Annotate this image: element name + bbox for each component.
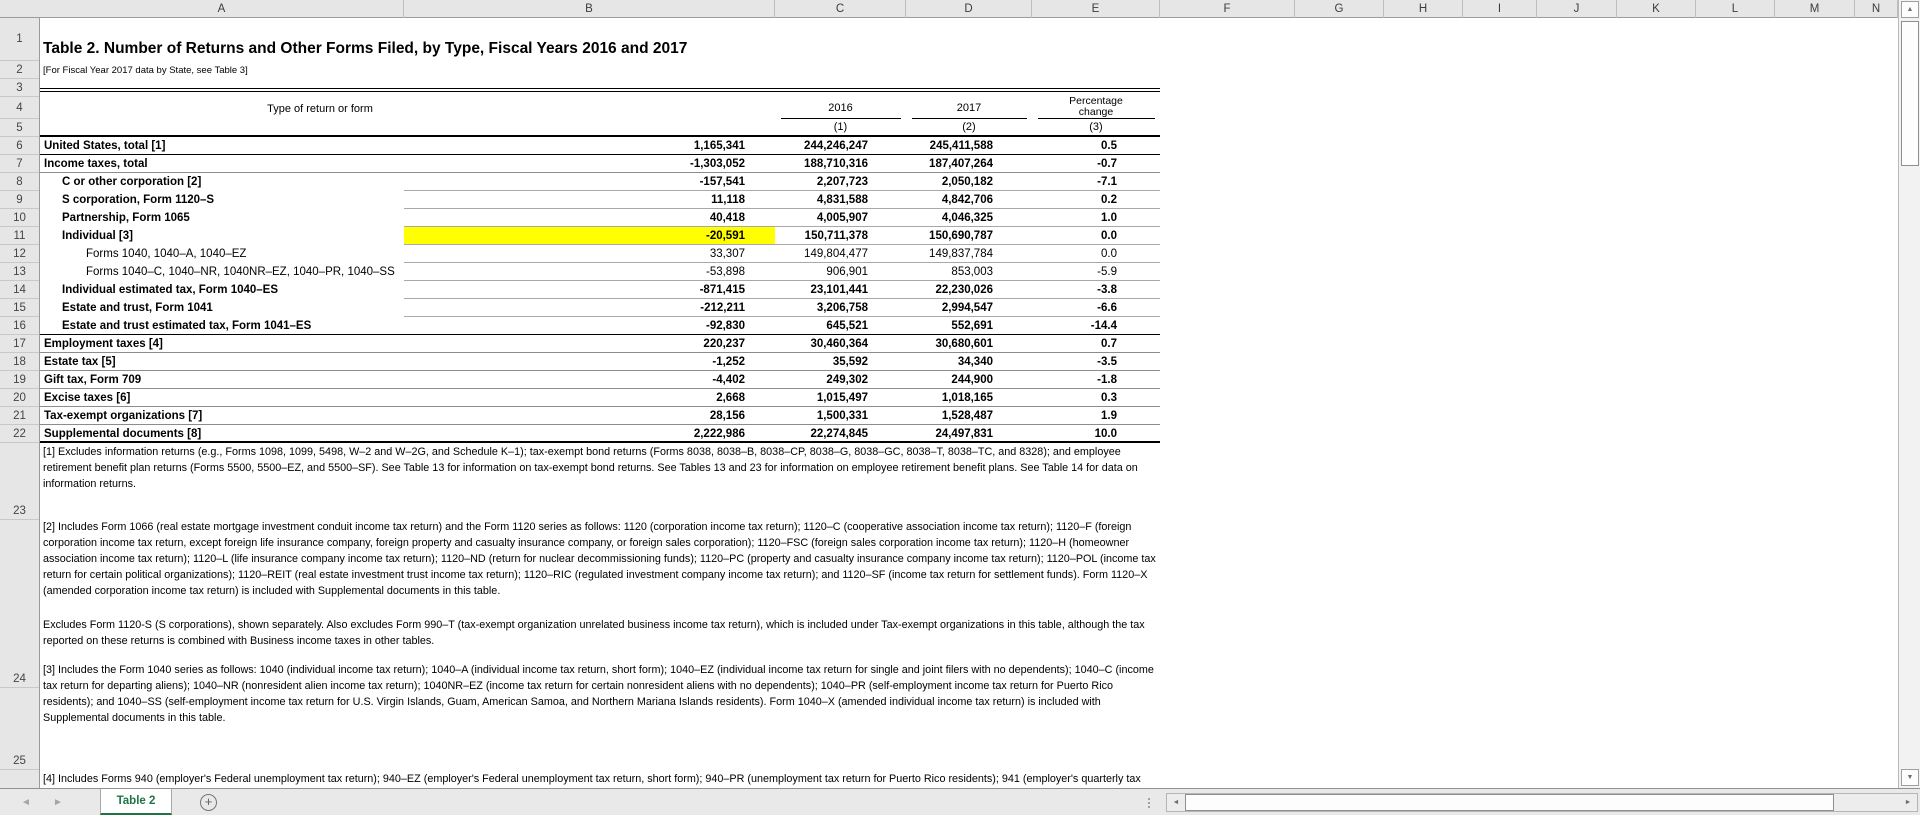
header-underline [912, 118, 1027, 119]
row-header-4[interactable]: 4 [0, 97, 39, 119]
cell-col-b[interactable]: -1,252 [712, 356, 745, 368]
scroll-down-icon[interactable]: ▼ [1901, 769, 1919, 786]
table-row-17 [40, 335, 1160, 353]
cell-2016[interactable]: 4,005,907 [775, 209, 906, 227]
row-header-24[interactable]: 24 [0, 520, 39, 688]
scroll-right-icon[interactable]: ► [1904, 799, 1912, 806]
column-header-A[interactable]: A [40, 0, 404, 18]
cell-2017[interactable]: 1,018,165 [941, 392, 993, 404]
cell-col-b[interactable]: -157,541 [404, 173, 775, 191]
cell-col-b[interactable]: 2,222,986 [693, 428, 745, 440]
cell-pct-change[interactable]: -3.5 [1097, 356, 1117, 368]
header-underline [781, 118, 901, 119]
row-header-3[interactable]: 3 [0, 79, 39, 97]
cell-2017[interactable]: 187,407,264 [929, 158, 993, 170]
cell-2017[interactable]: 2,994,547 [906, 299, 1032, 317]
cell-2016[interactable]: 149,804,477 [775, 245, 906, 263]
cell-2017[interactable]: 244,900 [951, 374, 993, 386]
cell-2016[interactable]: 23,101,441 [775, 281, 906, 299]
row-header-5[interactable]: 5 [0, 119, 39, 137]
cell-2016[interactable]: 1,500,331 [816, 410, 868, 422]
vertical-scroll-thumb[interactable] [1901, 21, 1919, 166]
cell-2017[interactable]: 245,411,588 [929, 140, 993, 152]
column-headers [0, 0, 1898, 18]
cell-2016[interactable]: 1,015,497 [816, 392, 868, 404]
row-header-22[interactable]: 22 [0, 425, 39, 443]
cell-col-b[interactable]: -92,830 [705, 320, 745, 332]
cell-2016[interactable]: 4,831,588 [775, 191, 906, 209]
cell-type-label[interactable]: Estate and trust, Form 1041 [62, 302, 213, 314]
add-sheet-icon[interactable]: + [200, 794, 217, 811]
table-row-14 [40, 281, 1160, 299]
cell-pct-change[interactable]: -6.6 [1032, 299, 1160, 317]
cell-col-b[interactable]: -4,402 [712, 374, 745, 386]
cell-2016[interactable]: 30,460,364 [810, 338, 868, 350]
cell-type-label[interactable]: C or other corporation [2] [62, 176, 202, 188]
row-header-11[interactable]: 11 [0, 227, 39, 245]
footnote: [3] Includes the Form 1040 series as follows: 1040 (individual income tax return); 1040–A (individual income tax return, short form); 1040–EZ (individual income tax return for single and joint filers with no dependents); 1040–C (income tax return for departing aliens); 1040–NR (nonresident alien income tax return); 1040NR–EZ (income tax return for certain nonresident aliens with no dependents); 1040–PR (self-employment income tax return for Puerto Rico residents); and 1040–SS (self-employment income tax return for U.S. Virgin Islands, Guam, American Samoa, and Northern Mariana Islands residents). Form 1040–X (amended individual income tax return) is included with Supplemental documents in this table. [43, 664, 1154, 724]
cell-2017[interactable]: 552,691 [951, 320, 993, 332]
column-header-E[interactable]: E [1032, 0, 1160, 18]
column-header-J[interactable]: J [1537, 0, 1617, 18]
cell-2016[interactable]: 645,521 [826, 320, 868, 332]
table-row-6 [40, 137, 1160, 155]
footnote: [1] Excludes information returns (e.g., Forms 1098, 1099, 5498, W–2 and W–2G, and Schedule K–1); tax-exempt bond returns (Forms 8038, 8038–B, 8038–CP, 8038–G, 8038–GC, 8038–T, 8038–TC, and 8328); and employee retirement benefit plan returns (Forms 5500, 5500–EZ, and 5500–SF). See Table 13 for information on tax-exempt bond returns. See Tables 13 and 23 for information on employee retirement benefit plans. See Table 14 for data on information returns. [43, 446, 1138, 490]
row-header-19[interactable]: 19 [0, 371, 39, 389]
cell-pct-change[interactable]: 1.9 [1101, 410, 1117, 422]
cell-type-label[interactable]: Forms 1040–C, 1040–NR, 1040NR–EZ, 1040–PR, 1040–SS [86, 266, 395, 278]
table-subtitle: [For Fiscal Year 2017 data by State, see Table 3] [43, 65, 248, 76]
cell-2016[interactable]: 244,246,247 [804, 140, 868, 152]
cell-type-label[interactable]: Employment taxes [4] [44, 338, 163, 350]
cell-col-b[interactable]: 28,156 [709, 410, 745, 422]
column-header-H[interactable]: H [1384, 0, 1463, 18]
scroll-up-icon[interactable]: ▲ [1901, 1, 1919, 18]
table-title: Table 2. Number of Returns and Other Forms Filed, by Type, Fiscal Years 2016 and 2017 [43, 40, 688, 57]
row-header-8[interactable]: 8 [0, 173, 39, 191]
cell-col-b[interactable]: -212,211 [404, 299, 775, 317]
row-header-15[interactable]: 15 [0, 299, 39, 317]
cell-type-label[interactable]: Forms 1040, 1040–A, 1040–EZ [86, 248, 247, 260]
table-body [40, 137, 1160, 443]
cell-col-b[interactable]: -20,591 [404, 227, 775, 245]
cell-2017[interactable]: 34,340 [957, 356, 993, 368]
table-row-11 [40, 227, 1160, 245]
cell-pct-change[interactable]: 0.0 [1032, 245, 1160, 263]
double-rule [40, 88, 1160, 92]
cell-pct-change[interactable]: -14.4 [1090, 320, 1117, 332]
cell-type-label[interactable]: Individual estimated tax, Form 1040–ES [62, 284, 279, 296]
cell-col-b[interactable]: 11,118 [404, 191, 775, 209]
row-header-10[interactable]: 10 [0, 209, 39, 227]
year-header-2016: 2016 [828, 102, 853, 114]
cell-type-label[interactable]: Estate tax [5] [44, 356, 116, 368]
row-headers [0, 18, 40, 788]
cell-pct-change[interactable]: 0.0 [1032, 227, 1160, 245]
cell-2016[interactable]: 188,710,316 [804, 158, 868, 170]
cell-pct-change[interactable]: -7.1 [1032, 173, 1160, 191]
table-row-15 [40, 299, 1160, 317]
cell-col-b[interactable]: 40,418 [404, 209, 775, 227]
cell-col-b[interactable]: 33,307 [404, 245, 775, 263]
row-header-13[interactable]: 13 [0, 263, 39, 281]
column-header-K[interactable]: K [1617, 0, 1696, 18]
column-header-L[interactable]: L [1696, 0, 1775, 18]
cell-2017[interactable]: 4,046,325 [906, 209, 1032, 227]
cell-col-b[interactable]: -871,415 [404, 281, 775, 299]
row-header-21[interactable]: 21 [0, 407, 39, 425]
horizontal-scroll-thumb[interactable] [1185, 794, 1834, 811]
row-header-20[interactable]: 20 [0, 389, 39, 407]
cell-2016[interactable]: 2,207,723 [775, 173, 906, 191]
column-header-F[interactable]: F [1160, 0, 1295, 18]
cell-type-label[interactable]: Income taxes, total [44, 158, 148, 170]
cell-col-b[interactable]: 2,668 [716, 392, 745, 404]
scroll-left-icon[interactable]: ◄ [1172, 799, 1180, 806]
cell-type-label[interactable]: Tax-exempt organizations [7] [44, 410, 203, 422]
cell-pct-change[interactable]: 0.5 [1101, 140, 1117, 152]
row-header-14[interactable]: 14 [0, 281, 39, 299]
cell-pct-change[interactable]: -3.8 [1032, 281, 1160, 299]
cell-type-label[interactable]: Partnership, Form 1065 [62, 212, 190, 224]
table-row-10 [40, 209, 1160, 227]
row-header-18[interactable]: 18 [0, 353, 39, 371]
cell-2017[interactable]: 22,230,026 [906, 281, 1032, 299]
cell-col-b[interactable]: -1,303,052 [690, 158, 745, 170]
row-header-12[interactable]: 12 [0, 245, 39, 263]
cell-2017[interactable]: 2,050,182 [906, 173, 1032, 191]
col-number-3: (3) [1089, 121, 1103, 133]
table-row-13 [40, 263, 1160, 281]
cell-type-label[interactable]: United States, total [1] [44, 140, 166, 152]
column-header-M[interactable]: M [1775, 0, 1855, 18]
table-row-22 [40, 425, 1160, 443]
cell-pct-change[interactable]: 0.3 [1101, 392, 1117, 404]
row-header-1[interactable]: 1 [0, 18, 39, 61]
cell-2016[interactable]: 906,901 [775, 263, 906, 281]
cell-2016[interactable]: 249,302 [826, 374, 868, 386]
row-header-9[interactable]: 9 [0, 191, 39, 209]
column-header-N[interactable]: N [1855, 0, 1898, 18]
row-header-25[interactable]: 25 [0, 688, 39, 770]
column-header-D[interactable]: D [906, 0, 1032, 18]
cell-col-b[interactable]: 220,237 [703, 338, 745, 350]
cell-2017[interactable]: 149,837,784 [906, 245, 1032, 263]
column-header-C[interactable]: C [775, 0, 906, 18]
cell-pct-change[interactable]: 0.2 [1032, 191, 1160, 209]
col-number-2: (2) [962, 121, 976, 133]
table-row-20 [40, 389, 1160, 407]
table-row-8 [40, 173, 1160, 191]
table-row-16 [40, 317, 1160, 335]
cell-pct-change[interactable]: -1.8 [1097, 374, 1117, 386]
sheet-nav-right-icon[interactable]: ► [53, 796, 63, 808]
row-header-23[interactable]: 23 [0, 443, 39, 520]
cell-type-label[interactable]: Estate and trust estimated tax, Form 1041–ES [62, 320, 312, 332]
cell-2017[interactable]: 30,680,601 [935, 338, 993, 350]
table-row-18 [40, 353, 1160, 371]
cell-pct-change[interactable]: 10.0 [1094, 428, 1117, 440]
table-row-21 [40, 407, 1160, 425]
column-header-I[interactable]: I [1463, 0, 1537, 18]
cell-2017[interactable]: 4,842,706 [906, 191, 1032, 209]
cell-2016[interactable]: 22,274,845 [810, 428, 868, 440]
header-underline [1038, 118, 1155, 119]
stub-column-header: Type of return or form [267, 103, 373, 115]
row-header-6[interactable]: 6 [0, 137, 39, 155]
cell-2017[interactable]: 1,528,487 [941, 410, 993, 422]
cell-2016[interactable]: 35,592 [832, 356, 868, 368]
cell-pct-change[interactable]: -5.9 [1032, 263, 1160, 281]
cell-type-label[interactable]: S corporation, Form 1120–S [62, 194, 215, 206]
sheet-nav-left-icon[interactable]: ◄ [21, 796, 31, 808]
cell-pct-change[interactable]: 0.7 [1101, 338, 1117, 350]
cell-2017[interactable]: 150,690,787 [906, 227, 1032, 245]
cell-type-label[interactable]: Gift tax, Form 709 [44, 374, 142, 386]
col-number-1: (1) [833, 121, 848, 133]
cell-2016[interactable]: 3,206,758 [775, 299, 906, 317]
footnote: Excludes Form 1120-S (S corporations), shown separately. Also excludes Form 990–T (tax-exempt organization unrelated business income tax return), which is included under Tax-exempt organizations in this table, although the tax reported on these returns is combined with Business income taxes in other tables. [43, 619, 1145, 647]
cell-pct-change[interactable]: -0.7 [1097, 158, 1117, 170]
cell-type-label[interactable]: Individual [3] [62, 230, 133, 242]
footnote: [4] Includes Forms 940 (employer's Federal unemployment tax return); 940–EZ (employer's Federal unemployment tax return, short form); 940–PR (unemployment tax return for Puerto Rico residents); 941 (employer's quarterly tax [43, 773, 1141, 785]
row-header-17[interactable]: 17 [0, 335, 39, 353]
column-header-G[interactable]: G [1295, 0, 1384, 18]
cell-type-label[interactable]: Excise taxes [6] [44, 392, 131, 404]
column-header-B[interactable]: B [404, 0, 775, 18]
row-header-16[interactable]: 16 [0, 317, 39, 335]
table-row-9 [40, 191, 1160, 209]
vertical-scrollbar[interactable] [1898, 0, 1920, 788]
scrollbar-resize-grip[interactable] [1148, 796, 1151, 810]
table-row-19 [40, 371, 1160, 389]
row-header-7[interactable]: 7 [0, 155, 39, 173]
table-row-12 [40, 245, 1160, 263]
horizontal-scrollbar[interactable] [1166, 793, 1918, 812]
cell-2017[interactable]: 24,497,831 [935, 428, 993, 440]
pct-change-header: Percentage change [1069, 95, 1123, 118]
sheet-tab-bar [0, 788, 1920, 815]
cell-col-b[interactable]: 1,165,341 [693, 140, 745, 152]
year-header-2017: 2017 [956, 102, 982, 114]
footnote: [2] Includes Form 1066 (real estate mortgage investment conduit income tax return) and the Form 1120 series as follows: 1120 (corporation income tax return); 1120–C (cooperative association income tax return); 1120–F (foreign corporation income tax return, except foreign life insurance company, foreign property and casualty insurance company, or foreign sales corporation); 1120–FSC (foreign sales corporation income tax return); 1120–H (homeowner association income tax return); 1120–L (life insurance company income tax return); 1120–ND (return for nuclear decommissioning funds); 1120–PC (property and casualty insurance company income tax return); 1120–POL (income tax return for certain political organizations); 1120–REIT (real estate investment trust income tax return); 1120–RIC (regulated investment company income tax return); and 1120–SF (income tax return for settlement funds). Form 1120–X (amended corporation income tax return) is included with Supplemental documents in this table. [43, 521, 1156, 597]
cell-2017[interactable]: 853,003 [906, 263, 1032, 281]
sheet-tab-table2[interactable]: Table 2 [100, 789, 172, 815]
cell-col-b[interactable]: -53,898 [404, 263, 775, 281]
table-row-7 [40, 155, 1160, 173]
cell-2016[interactable]: 150,711,378 [775, 227, 906, 245]
cell-type-label[interactable]: Supplemental documents [8] [44, 428, 202, 440]
cell-pct-change[interactable]: 1.0 [1032, 209, 1160, 227]
row-header-2[interactable]: 2 [0, 61, 39, 79]
